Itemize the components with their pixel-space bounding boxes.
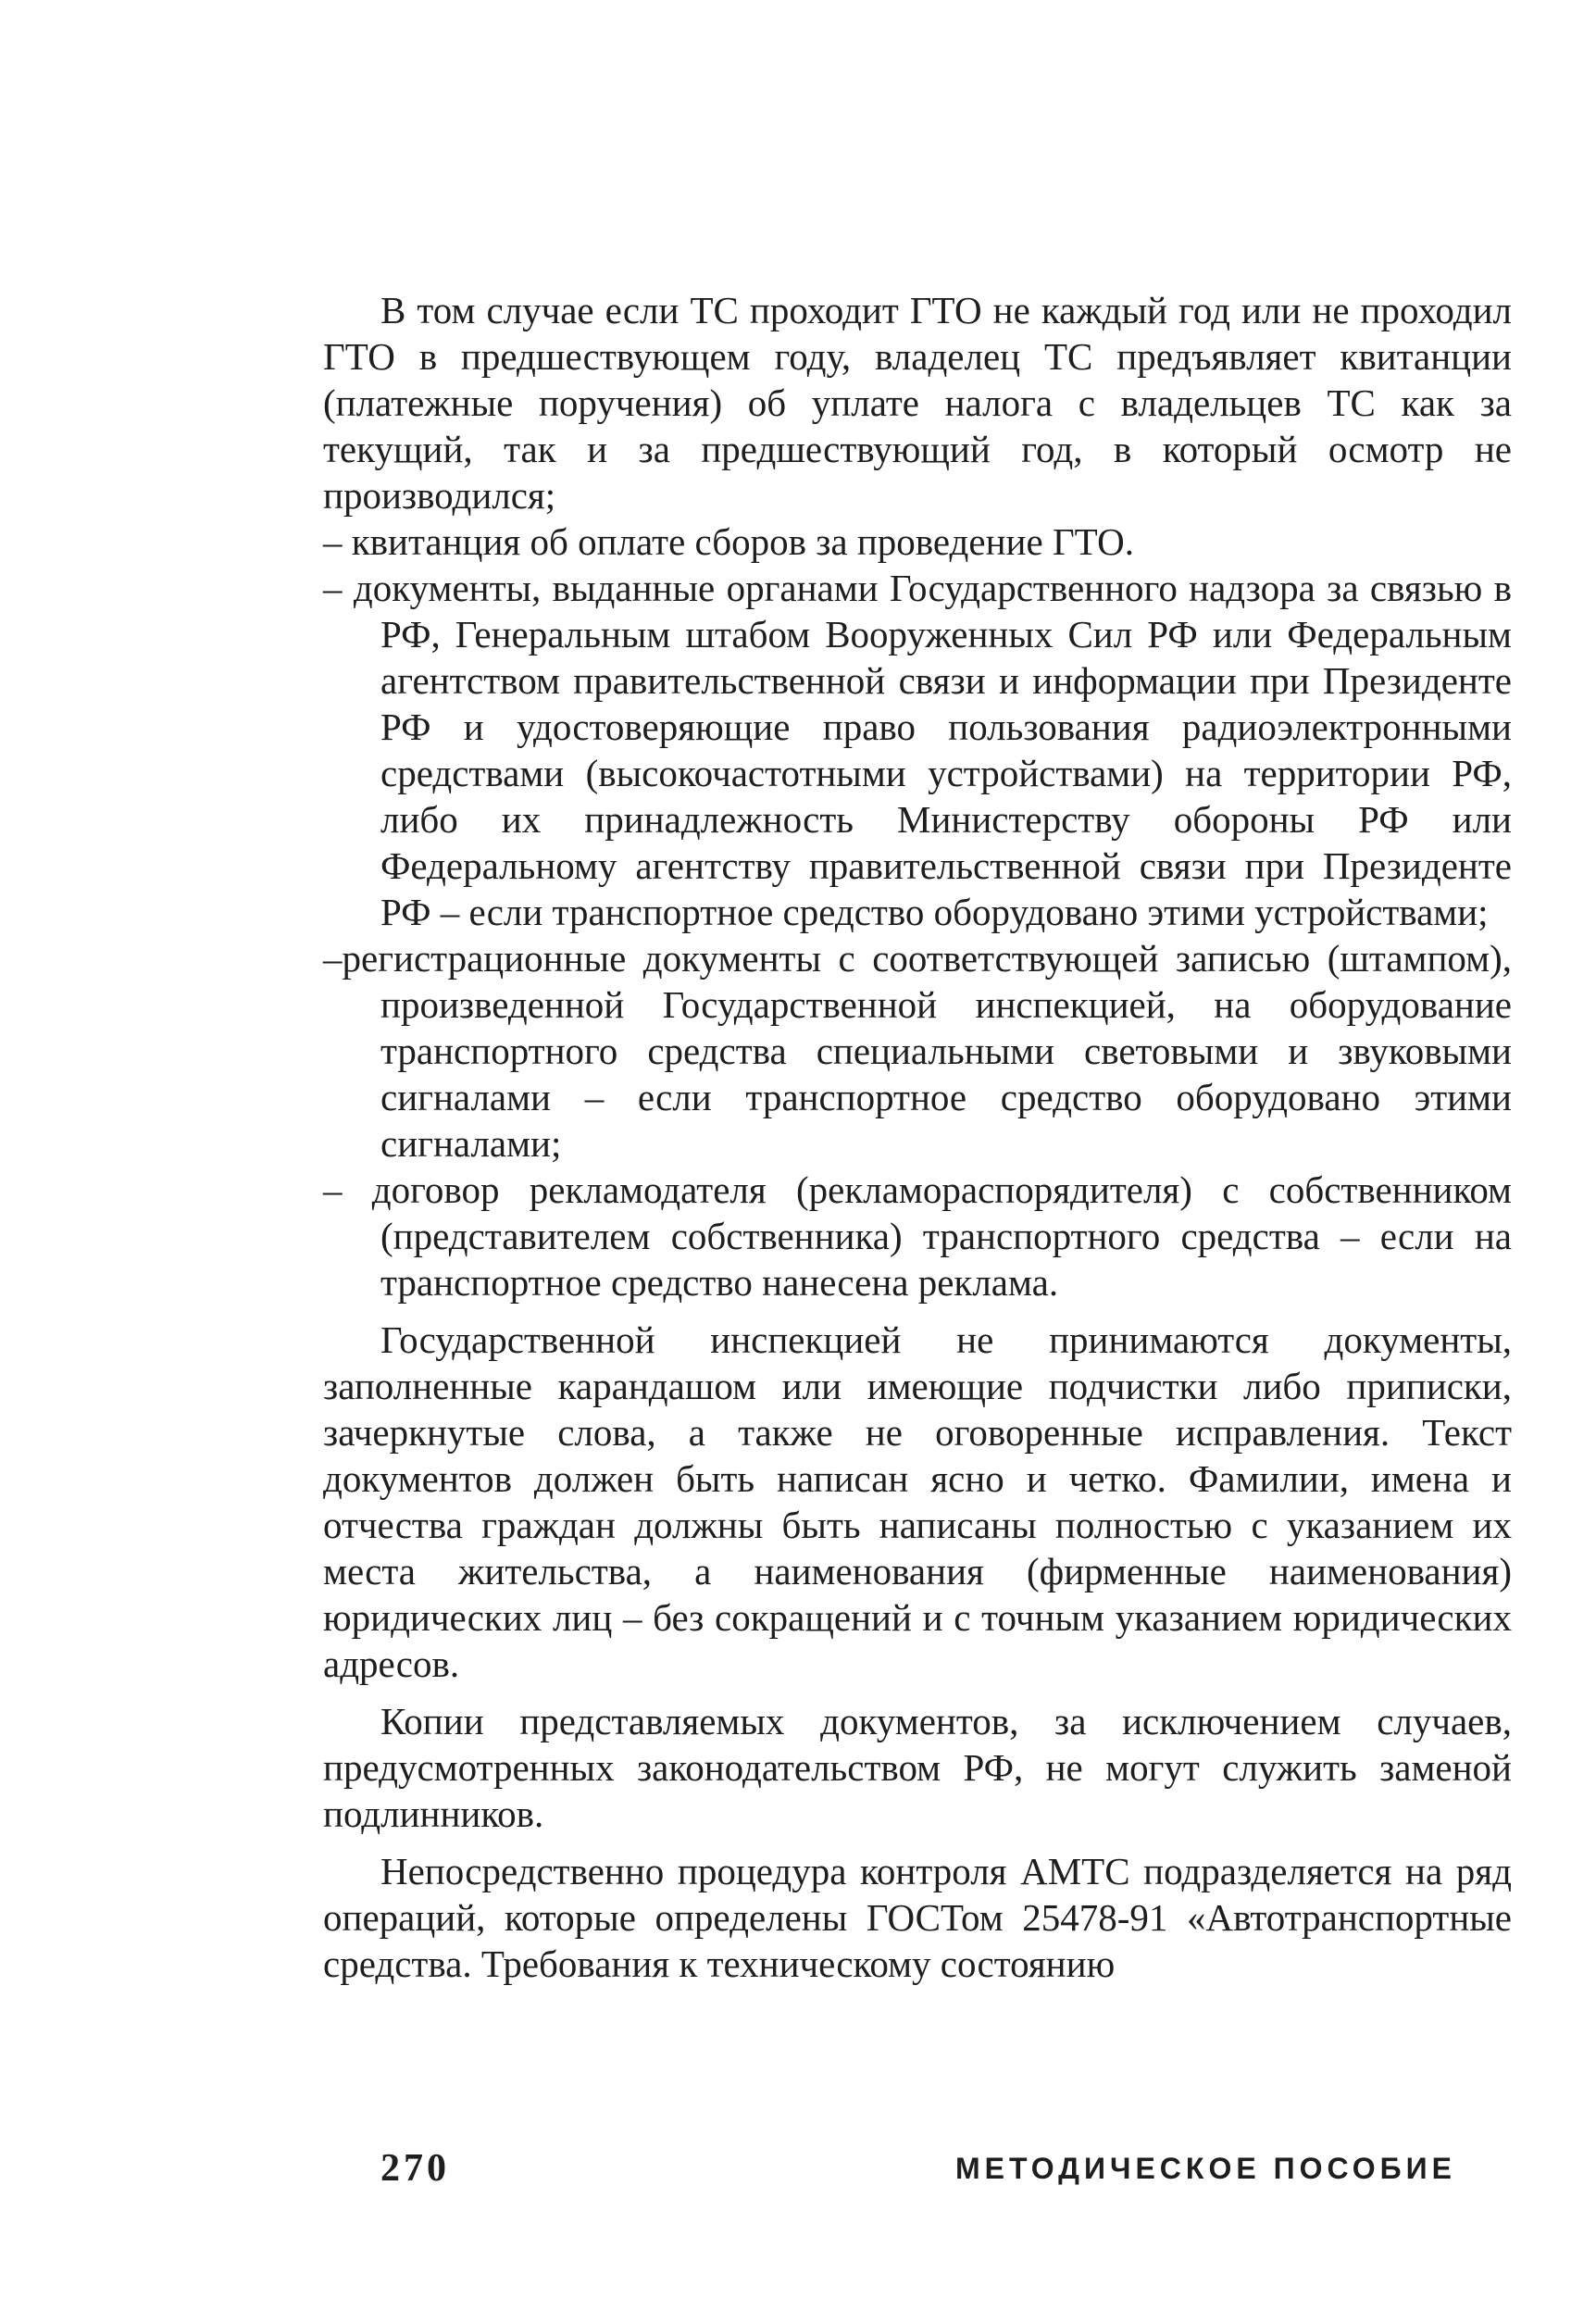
list-item-fee-receipt: – квитанция об оплате сборов за проведение ГТО. (323, 520, 1135, 563)
paragraph-copies: Копии представляемых документов, за исключением случаев, предусмотренных законодательством РФ, не могут служить заменой подлинников. (323, 1700, 1512, 1835)
running-title: МЕТОДИЧЕСКОЕ ПОСОБИЕ (954, 2152, 1456, 2185)
list-item-radio-documents: – документы, выданные органами Государственного надзора за связью в РФ, Генеральным штабом Вооруженных Сил РФ или Федеральным агентством правительственной связи и информации при Президенте РФ и удостоверяющие право пользования радиоэлектронными средствами (высокочастотными устройствами) на территории РФ, либо их принадлежность Министерству обороны РФ или Федеральному агентству правительственной связи при Президенте РФ – если транспортное средство оборудовано этими устройствами; (323, 567, 1512, 933)
page-number: 270 (380, 2147, 450, 2190)
page-footer (323, 2146, 1512, 2202)
paragraph-inspection-tax-receipts: В том случае если ТС проходит ГТО не каждый год или не проходил ГТО в предшествующем году, владелец ТС предъявляет квитанции (платежные поручения) об уплате налога с владельцев ТС как за текущий, так и за предшествующий год, в который осмотр не производился; (323, 289, 1512, 517)
paragraph-control-procedure: Непосредственно процедура контроля АМТС подразделяется на ряд операций, которые определены ГОСТом 25478-91 «Автотранспортные средства. Требования к техническому состоянию (323, 1850, 1512, 1985)
list-item-advertising-contract: – договор рекламодателя (рекламораспорядителя) с собственником (представителем собственника) транспортного средства – если на транспортное средство нанесена реклама. (323, 1168, 1512, 1304)
page-body (323, 287, 1512, 1987)
paragraph-document-requirements: Государственной инспекцией не принимаются документы, заполненные карандашом или имеющие подчистки либо приписки, зачеркнутые слова, а также не оговоренные исправления. Текст документов должен быть написан ясно и четко. Фамилии, имена и отчества граждан должны быть написаны полностью с указанием их места жительства, а наименования (фирменные наименования) юридических лиц – без сокращений и с точным указанием юридических адресов. (323, 1318, 1512, 1685)
list-item-signal-registration: –регистрационные документы с соответствующей записью (штампом), произведенной Государственной инспекцией, на оборудование транспортного средства специальными световыми и звуковыми сигналами – если транспортное средство оборудовано этими сигналами; (323, 937, 1512, 1165)
